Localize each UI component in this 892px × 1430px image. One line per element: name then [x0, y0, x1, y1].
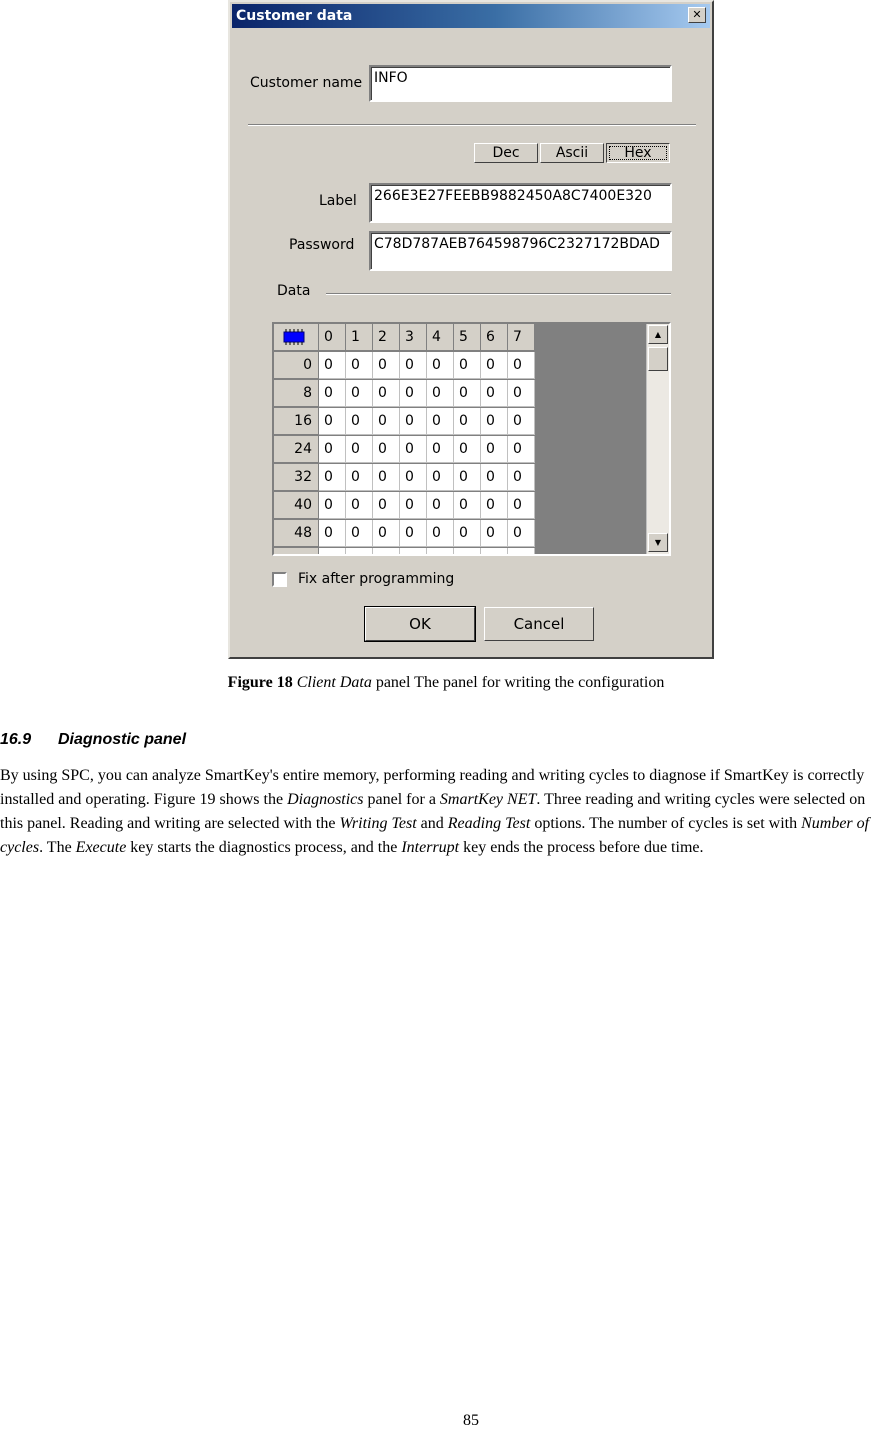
grid-cell[interactable]: 0 [400, 436, 427, 463]
close-button[interactable]: ✕ [688, 7, 706, 23]
grid-cell[interactable]: 0 [319, 464, 346, 491]
grid-cell[interactable]: 0 [373, 380, 400, 407]
separator [248, 124, 696, 126]
grid-row-header: 0 [274, 352, 319, 379]
section-number: 16.9 [0, 731, 32, 748]
grid-cell[interactable]: 0 [346, 520, 373, 547]
label-label: Label [319, 193, 357, 209]
grid-cell[interactable]: 0 [400, 352, 427, 379]
grid-cell[interactable] [454, 548, 481, 556]
grid-column-header: 5 [454, 324, 481, 351]
data-group-line [326, 293, 671, 295]
grid-cell[interactable]: 0 [373, 408, 400, 435]
customer-data-dialog [228, 0, 714, 659]
scroll-down-icon[interactable]: ▼ [648, 533, 668, 552]
para-italic: Writing Test [339, 815, 417, 832]
grid-cell[interactable]: 0 [373, 352, 400, 379]
para-italic: Execute [75, 839, 127, 856]
grid-cell[interactable]: 0 [400, 380, 427, 407]
grid-column-header: 0 [319, 324, 346, 351]
grid-cell[interactable]: 0 [427, 352, 454, 379]
para-text: . Three reading and writing cycles were selected on this panel. Reading and writing are selected with the [0, 791, 866, 832]
grid-cell[interactable]: 0 [508, 520, 535, 547]
data-grid[interactable] [272, 322, 671, 556]
para-text: key ends the process before due time. [459, 839, 704, 856]
grid-column-header: 6 [481, 324, 508, 351]
grid-cell[interactable] [508, 548, 535, 556]
grid-cell[interactable]: 0 [508, 464, 535, 491]
grid-column-header: 3 [400, 324, 427, 351]
grid-row-header: 24 [274, 436, 319, 463]
dialog-title: Customer data [236, 8, 353, 24]
fix-after-programming-label: Fix after programming [298, 571, 455, 587]
grid-cell[interactable]: 0 [346, 408, 373, 435]
grid-cell[interactable]: 0 [346, 464, 373, 491]
grid-corner [274, 324, 319, 351]
grid-cell[interactable]: 0 [508, 492, 535, 519]
grid-cell[interactable]: 0 [481, 464, 508, 491]
figure-number: Figure 18 [227, 674, 293, 691]
grid-cell[interactable]: 0 [373, 464, 400, 491]
grid-cell[interactable]: 0 [481, 380, 508, 407]
grid-row-header: 8 [274, 380, 319, 407]
grid-cell[interactable]: 0 [454, 380, 481, 407]
para-text: key starts the diagnostics process, and the [126, 839, 402, 856]
cancel-button[interactable]: Cancel [484, 607, 594, 641]
para-text: options. The number of cycles is set with [530, 815, 802, 832]
para-italic: Reading Test [447, 815, 531, 832]
grid-cell[interactable]: 0 [400, 492, 427, 519]
grid-cell[interactable] [481, 548, 508, 556]
grid-cell[interactable]: 0 [427, 380, 454, 407]
grid-column-header: 7 [508, 324, 535, 351]
grid-row-header: 48 [274, 520, 319, 547]
grid-cell[interactable]: 0 [427, 464, 454, 491]
grid-row-header: 32 [274, 464, 319, 491]
grid-cell[interactable]: 0 [508, 408, 535, 435]
grid-cell[interactable]: 0 [427, 408, 454, 435]
grid-cell[interactable]: 0 [454, 492, 481, 519]
grid-cell[interactable]: 0 [346, 492, 373, 519]
grid-cell[interactable]: 0 [319, 436, 346, 463]
section-heading [0, 731, 186, 749]
dec-button[interactable]: Dec [474, 143, 538, 163]
label-input[interactable]: 266E3E27FEEBB9882450A8C7400E320 [369, 183, 672, 223]
customer-name-label: Customer name [250, 75, 363, 91]
para-italic: Diagnostics [287, 791, 364, 808]
grid-cell[interactable] [400, 548, 427, 556]
grid-cell[interactable]: 0 [319, 520, 346, 547]
grid-cell[interactable] [427, 548, 454, 556]
grid-cell[interactable]: 0 [373, 436, 400, 463]
grid-row-header: 16 [274, 408, 319, 435]
para-text: and [416, 815, 448, 832]
grid-cell[interactable] [319, 548, 346, 556]
caption-text: panel The panel for writing the configuration [371, 674, 665, 691]
grid-column-header: 1 [346, 324, 373, 351]
para-italic: Interrupt [401, 839, 460, 856]
para-italic: SmartKey NET [439, 791, 537, 808]
figure-caption [0, 674, 892, 692]
hex-button[interactable]: Hex [606, 143, 670, 163]
grid-cell[interactable]: 0 [427, 520, 454, 547]
caption-italic: Client Data [296, 674, 372, 691]
grid-vertical-scrollbar[interactable] [646, 324, 669, 554]
customer-name-input[interactable]: INFO [369, 65, 672, 102]
grid-cell[interactable]: 0 [481, 520, 508, 547]
grid-cell[interactable]: 0 [373, 520, 400, 547]
grid-cell[interactable]: 0 [319, 408, 346, 435]
para-text: . The [39, 839, 76, 856]
grid-cell[interactable]: 0 [373, 492, 400, 519]
grid-cell[interactable]: 0 [454, 408, 481, 435]
grid-cell[interactable]: 0 [427, 436, 454, 463]
grid-column-header: 4 [427, 324, 454, 351]
body-paragraph [0, 764, 892, 860]
grid-cell[interactable]: 0 [454, 464, 481, 491]
grid-cell[interactable]: 0 [481, 436, 508, 463]
chip-icon [281, 329, 307, 345]
grid-cell[interactable]: 0 [508, 352, 535, 379]
section-title: Diagnostic panel [58, 731, 187, 748]
grid-cell[interactable] [346, 548, 373, 556]
grid-cell[interactable]: 0 [400, 408, 427, 435]
ok-button[interactable]: OK [365, 607, 475, 641]
scroll-thumb[interactable] [648, 347, 668, 371]
grid-cell[interactable]: 0 [400, 520, 427, 547]
scroll-up-icon[interactable]: ▲ [648, 325, 668, 344]
fix-after-programming-checkbox[interactable] [272, 572, 287, 587]
grid-cell[interactable] [373, 548, 400, 556]
grid-cell[interactable]: 0 [427, 492, 454, 519]
grid-row-header [274, 548, 319, 556]
grid-cell[interactable]: 0 [454, 352, 481, 379]
grid-cell[interactable]: 0 [508, 436, 535, 463]
grid-column-header: 2 [373, 324, 400, 351]
para-italic: Number of cycles [0, 815, 870, 856]
grid-cell[interactable]: 0 [481, 352, 508, 379]
grid-cell[interactable]: 0 [454, 436, 481, 463]
grid-cell[interactable]: 0 [481, 408, 508, 435]
page-number: 85 [463, 1412, 479, 1429]
dialog-titlebar [232, 4, 710, 28]
para-text: panel for a [363, 791, 440, 808]
grid-cell[interactable]: 0 [346, 380, 373, 407]
data-group-label: Data [277, 283, 311, 299]
grid-cell[interactable]: 0 [319, 380, 346, 407]
grid-cell[interactable]: 0 [481, 492, 508, 519]
ascii-button[interactable]: Ascii [540, 143, 604, 163]
grid-cell[interactable]: 0 [400, 464, 427, 491]
grid-cell[interactable]: 0 [346, 352, 373, 379]
grid-cell[interactable]: 0 [319, 492, 346, 519]
grid-cell[interactable]: 0 [454, 520, 481, 547]
grid-cell[interactable]: 0 [508, 380, 535, 407]
grid-cell[interactable]: 0 [319, 352, 346, 379]
para-text: By using SPC, you can analyze SmartKey's entire memory, performing reading and writing cycles to diagnose if SmartKey is correctly installed and operating. Figure 19 shows the [0, 767, 865, 808]
grid-row-header: 40 [274, 492, 319, 519]
grid-cell[interactable]: 0 [346, 436, 373, 463]
password-input[interactable]: C78D787AEB764598796C2327172BDAD [369, 231, 672, 271]
password-label: Password [289, 237, 355, 253]
